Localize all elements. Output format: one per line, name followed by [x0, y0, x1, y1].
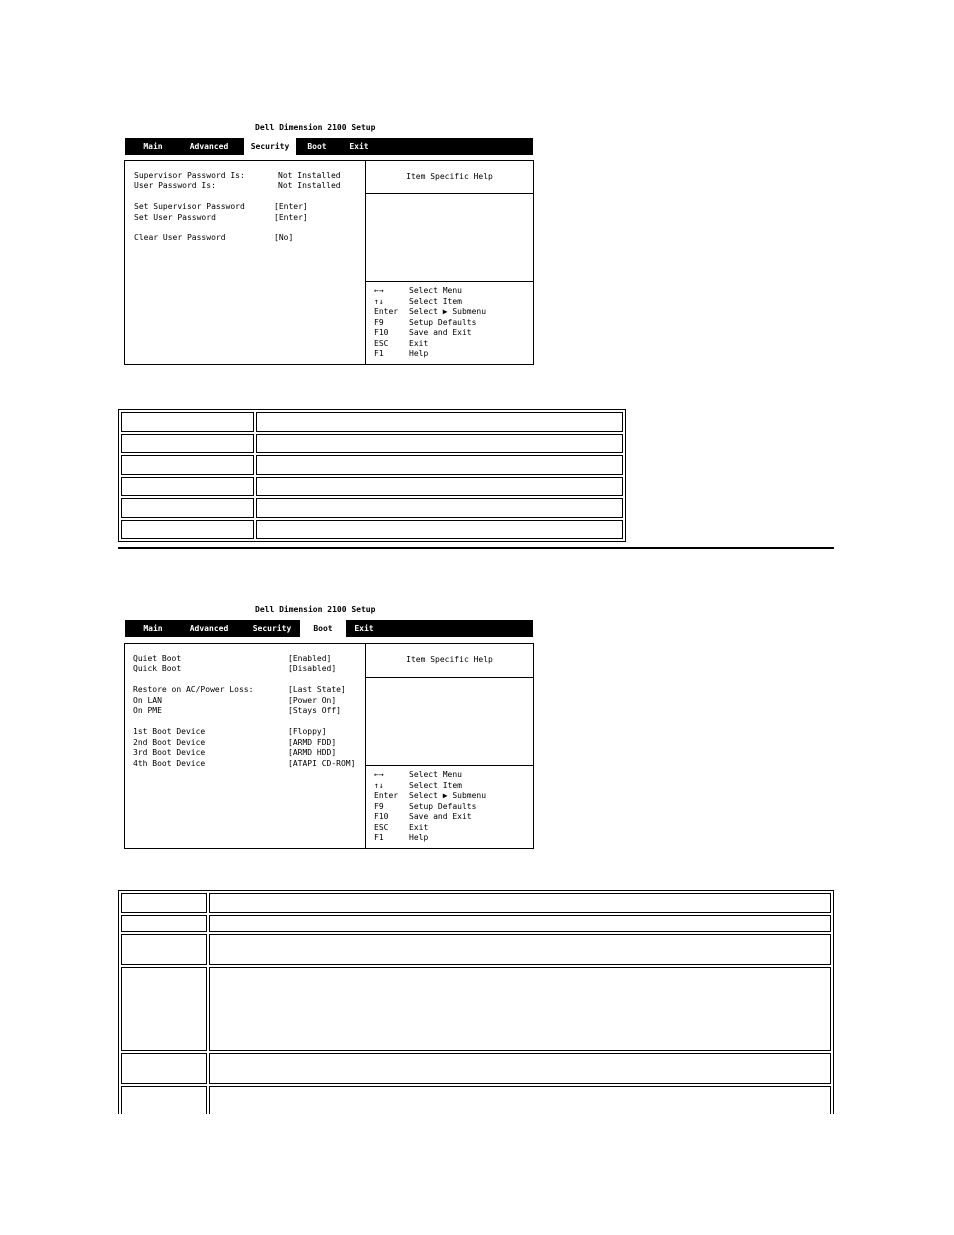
setting-value: [No] — [274, 233, 294, 242]
table-row — [121, 934, 831, 965]
options-table — [118, 890, 834, 1114]
key-desc: Help — [409, 833, 429, 842]
setting-value: [Enter] — [274, 213, 308, 222]
table-row — [121, 967, 831, 1051]
help-title: Item Specific Help — [406, 172, 493, 181]
setting-row[interactable] — [133, 705, 365, 716]
menu-security[interactable]: Security — [252, 624, 292, 633]
setting-value: [Enter] — [274, 202, 308, 211]
table-cell — [209, 934, 831, 965]
key-desc: Select ▶ Submenu — [409, 307, 487, 316]
key-desc: Select Menu — [409, 770, 462, 779]
key-name: ESC — [374, 339, 389, 348]
menu-main[interactable]: Main — [143, 142, 163, 151]
setting-value: [Power On] — [288, 696, 337, 705]
table-cell — [121, 1053, 207, 1084]
menu-advanced[interactable]: Advanced — [189, 142, 229, 151]
setting-row[interactable] — [134, 212, 364, 223]
arrows-horizontal-icon: ←→ — [374, 770, 384, 779]
setting-row[interactable] — [134, 201, 364, 212]
setting-label: 2nd Boot Device — [133, 738, 206, 747]
table-cell — [121, 893, 207, 913]
key-hint — [374, 327, 524, 338]
key-desc: Exit — [409, 823, 429, 832]
key-hint — [374, 306, 524, 317]
table-cell — [209, 967, 831, 1051]
table-cell — [121, 434, 254, 454]
setting-row[interactable] — [133, 663, 365, 674]
setting-value: [ATAPI CD-ROM] — [288, 759, 356, 768]
key-desc: Select Menu — [409, 286, 462, 295]
menu-security[interactable]: Security — [244, 138, 296, 155]
table-cell — [121, 1086, 207, 1114]
menu-boot[interactable]: Boot — [300, 620, 346, 637]
key-name: F10 — [374, 812, 389, 821]
setting-label: 4th Boot Device — [133, 759, 206, 768]
setting-value: [Floppy] — [288, 727, 327, 736]
setting-value: Not Installed — [278, 171, 341, 180]
help-divider — [366, 765, 533, 766]
arrows-vertical-icon: ↑↓ — [374, 781, 384, 790]
key-name: Enter — [374, 791, 399, 800]
table-cell — [256, 477, 623, 497]
setting-value: [Disabled] — [288, 664, 337, 673]
setting-row[interactable] — [133, 747, 365, 758]
setting-value: [ARMD HDD] — [288, 748, 337, 757]
setting-row[interactable] — [134, 232, 364, 243]
table-cell — [121, 455, 254, 475]
menu-bar — [125, 620, 533, 637]
key-hint — [374, 790, 524, 801]
table-cell — [121, 477, 254, 497]
arrows-horizontal-icon: ←→ — [374, 286, 384, 295]
key-hint — [374, 769, 524, 780]
table-cell — [209, 1053, 831, 1084]
key-desc: Save and Exit — [409, 812, 472, 821]
table-cell — [256, 434, 623, 454]
table-cell — [121, 498, 254, 518]
table-row — [121, 915, 831, 932]
table-row — [121, 1053, 831, 1084]
key-hint — [374, 348, 524, 359]
section-divider — [118, 547, 834, 549]
key-name: F1 — [374, 349, 384, 358]
help-title: Item Specific Help — [406, 655, 493, 664]
table-row — [121, 434, 623, 454]
table-cell — [121, 967, 207, 1051]
setting-label: 1st Boot Device — [133, 727, 206, 736]
setting-label: Quiet Boot — [133, 654, 182, 663]
key-desc: Exit — [409, 339, 429, 348]
menu-boot[interactable]: Boot — [307, 142, 327, 151]
key-name: Enter — [374, 307, 399, 316]
table-cell — [121, 520, 254, 540]
key-name: F9 — [374, 318, 384, 327]
key-name: F10 — [374, 328, 389, 337]
setting-label: Set Supervisor Password — [134, 202, 245, 211]
table-cell — [256, 455, 623, 475]
menu-exit[interactable]: Exit — [354, 624, 374, 633]
key-name: ESC — [374, 823, 389, 832]
setting-label: Restore on AC/Power Loss: — [133, 685, 254, 694]
setting-value: [Enabled] — [288, 654, 332, 663]
table-row — [121, 520, 623, 540]
help-divider — [366, 193, 533, 194]
table-row — [121, 1086, 831, 1114]
setting-label: Supervisor Password Is: — [134, 171, 245, 180]
help-divider — [366, 281, 533, 282]
setting-label: User Password Is: — [134, 181, 216, 190]
setup-title: Dell Dimension 2100 Setup — [255, 123, 376, 132]
menu-advanced[interactable]: Advanced — [189, 624, 229, 633]
key-desc: Setup Defaults — [409, 318, 477, 327]
setting-row[interactable] — [134, 180, 364, 191]
setting-row[interactable] — [133, 684, 365, 695]
key-desc: Select ▶ Submenu — [409, 791, 487, 800]
table-clip — [118, 890, 836, 1114]
key-name: F9 — [374, 802, 384, 811]
table-row — [121, 498, 623, 518]
key-hint — [374, 285, 524, 296]
table-cell — [256, 412, 623, 432]
table-cell — [256, 520, 623, 540]
setting-row[interactable] — [133, 726, 365, 737]
key-hint — [374, 832, 524, 843]
table-row — [121, 893, 831, 913]
table-row — [121, 477, 623, 497]
key-desc: Help — [409, 349, 429, 358]
menu-exit[interactable]: Exit — [349, 142, 369, 151]
setting-label: Clear User Password — [134, 233, 226, 242]
table-cell — [256, 498, 623, 518]
table-row — [121, 412, 623, 432]
settings-column — [125, 161, 366, 364]
setup-panel — [124, 643, 534, 849]
table-cell — [209, 1086, 831, 1114]
key-desc: Select Item — [409, 297, 462, 306]
menu-main[interactable]: Main — [143, 624, 163, 633]
table-cell — [121, 412, 254, 432]
table-row — [121, 455, 623, 475]
setting-row[interactable] — [133, 758, 365, 769]
setting-label: On LAN — [133, 696, 162, 705]
setting-label: Set User Password — [134, 213, 216, 222]
setting-value: [ARMD FDD] — [288, 738, 337, 747]
table-cell — [209, 915, 831, 932]
key-desc: Setup Defaults — [409, 802, 477, 811]
key-desc: Select Item — [409, 781, 462, 790]
setup-panel — [124, 160, 534, 365]
key-hint — [374, 811, 524, 822]
help-divider — [366, 677, 533, 678]
setting-value: Not Installed — [278, 181, 341, 190]
options-table — [118, 409, 626, 542]
menu-bar — [125, 138, 533, 155]
setting-label: 3rd Boot Device — [133, 748, 206, 757]
setting-value: [Stays Off] — [288, 706, 341, 715]
table-cell — [209, 893, 831, 913]
table-cell — [121, 915, 207, 932]
setup-title: Dell Dimension 2100 Setup — [255, 605, 376, 614]
key-name: F1 — [374, 833, 384, 842]
table-cell — [121, 934, 207, 965]
setting-label: On PME — [133, 706, 162, 715]
arrows-vertical-icon: ↑↓ — [374, 297, 384, 306]
key-desc: Save and Exit — [409, 328, 472, 337]
setting-label: Quick Boot — [133, 664, 182, 673]
setting-value: [Last State] — [288, 685, 346, 694]
